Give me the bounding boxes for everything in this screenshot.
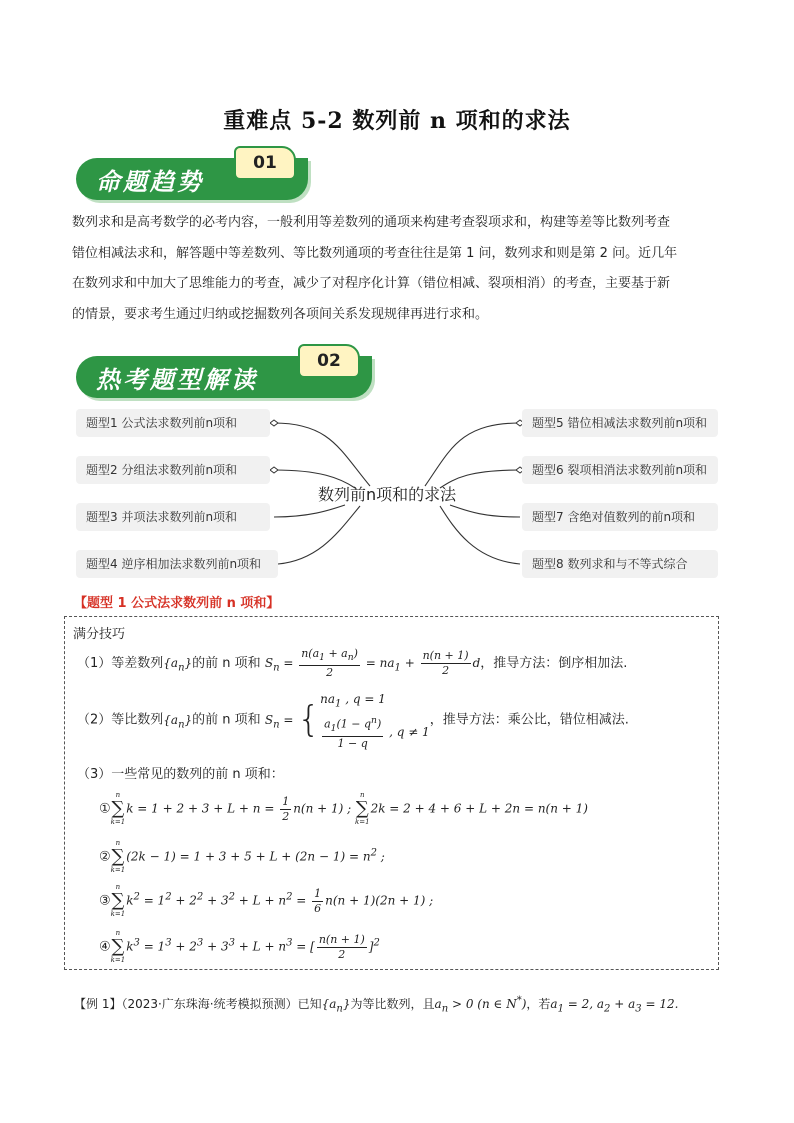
banner-trend-label: 命题趋势 [96,167,204,196]
intro-line: 数列求和是高考数学的必考内容，一般利用等差数列的通项来构建考查裂项求和，构建等差等比数列考查 [72,215,671,230]
mindmap-center: 数列前n项和的求法 [318,485,457,504]
mindmap-node-right: 题型7 含绝对值数列的前n项和 [522,503,718,531]
mindmap-node-left: 题型4 逆序相加法求数列前n项和 [76,550,278,578]
formula-4: ④ n ∑ k=1 $k^3 = 1^3 + 2^3 + 3^3 + L + n^3$ = [ $\frac{n(n + 1)}{2}$ ]$^2$ [99,929,380,964]
banner-hot-topics-label: 热考题型解读 [96,365,258,394]
mindmap-node-left: 题型3 并项法求数列前n项和 [76,503,270,531]
banner-hot-topics-number: 02 [298,344,360,378]
mindmap-node-left: 题型1 公式法求数列前n项和 [76,409,270,437]
page-title: 重难点 5-2 数列前 n 项和的求法 [223,108,571,134]
intro-line: 的情景，要求考生通过归纳或挖掘数列各项间关系发现规律再进行求和。 [72,306,489,322]
tips-line-2: （2）等比数列$\{a_n\}$的前 n 项和 $S_n$ = { $na_1$ , q = 1 $\frac{a_1(1 - q^n)}{1 - q}$ , q ≠ 1 ，推导方法：乘公比，错位相减法. [77,692,629,751]
mindmap-node-right: 题型6 裂项相消法求数列前n项和 [522,456,718,484]
tips-line-1: （1）等差数列$\{a_n\}$的前 n 项和 $S_n$ = $\frac{n(a_1 + a_n)}{2}$ = $na_1$ + $\frac{n(n + 1)}{2}$ d，推导方法：倒序相加法. [77,647,628,680]
formula-3: ③ n ∑ k=1 $k^2 = 1^2 + 2^2 + 3^2 + L + n^2$ = $\frac{1}{6}$ n(n + 1)(2n + 1) ; [99,883,434,918]
section-heading: 【题型 1 公式法求数列前 n 项和】 [74,596,280,611]
banner-trend-number: 01 [234,146,296,180]
tips-heading: 满分技巧 [73,627,126,642]
tips-box [64,616,719,970]
mindmap-node-left: 题型2 分组法求数列前n项和 [76,456,270,484]
intro-line: 在数列求和中加大了思维能力的考查，减少了对程序化计算（错位相减、裂项相消）的考查，主要基于新 [72,276,671,291]
intro-line: 错位相减法求和，解答题中等差数列、等比数列通项的考查往往是第 1 问，数列求和则是第 2 问。近几年 [72,245,678,261]
tips-line-3: （3）一些常见的数列的前 n 项和： [77,767,284,782]
mindmap-node-right: 题型5 错位相减法求数列前n项和 [522,409,718,437]
example-1: 【例 1】（2023·广东珠海·统考模拟预测）已知$\{a_n\}$为等比数列，且$a_n > 0$ (n ∈ N*)，若$a_1 = 2$, $a_2 + a_3 = 12$. [74,995,679,1015]
formula-1: ① n ∑ k=1 k = 1 + 2 + 3 + L + n = $\frac{1}{2}$ n(n + 1) ; n ∑ k=1 2k = 2 + 4 + 6 + L + 2n = n(n + 1) [99,791,588,826]
mindmap-node-right: 题型8 数列求和与不等式综合 [522,550,718,578]
formula-2: ② n ∑ k=1 $(2k - 1) = 1 + 3 + 5 + L + (2n - 1) = n^2$ ; [99,839,385,874]
